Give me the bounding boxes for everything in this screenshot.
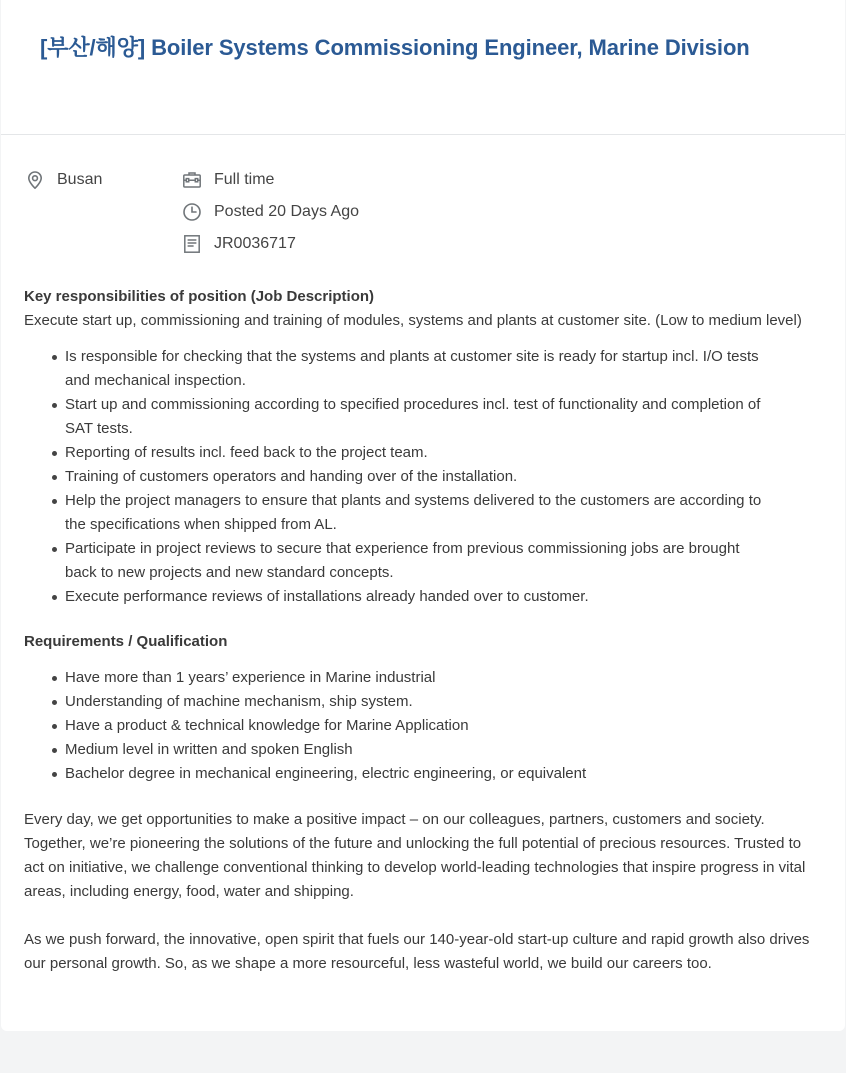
list-item: Bachelor degree in mechanical engineering, electric engineering, or equivalent [65,762,765,786]
job-posted-text: Posted 20 Days Ago [214,203,359,220]
list-item: Have more than 1 years’ experience in Marine industrial [65,666,765,690]
responsibilities-heading: Key responsibilities of position (Job Description) [24,288,375,305]
list-item: Training of customers operators and handing over of the installation. [65,465,765,489]
requirements-list [24,666,765,786]
responsibilities-list [24,345,765,609]
list-item: Medium level in written and spoken English [65,738,765,762]
list-item: Start up and commissioning according to specified procedures incl. test of functionality and completion of SAT tests. [65,393,765,441]
job-header [1,0,845,135]
job-description [24,285,824,976]
job-employment-type-text: Full time [214,171,275,188]
list-item: Understanding of machine mechanism, ship system. [65,690,765,714]
job-posting-card [1,0,845,1031]
clock-icon [182,202,202,222]
list-item: Execute performance reviews of installations already handed over to customer. [65,585,765,609]
list-item: Reporting of results incl. feed back to the project team. [65,441,765,465]
briefcase-icon [182,170,202,190]
job-meta [1,164,845,264]
job-employment-type [182,164,274,196]
list-item: Is responsible for checking that the systems and plants at customer site is ready for startup incl. I/O tests and mechanical inspection. [65,345,765,393]
company-paragraph: As we push forward, the innovative, open spirit that fuels our 140-year-old start-up culture and rapid growth also drives our personal growth. So, as we shape a more resourceful, less wasteful world, we build our careers too. [24,931,810,972]
list-item: Participate in project reviews to secure that experience from previous commissioning jobs are brought back to new projects and new standard concepts. [65,537,765,585]
requirements-heading: Requirements / Qualification [24,633,228,650]
list-item: Help the project managers to ensure that plants and systems delivered to the customers are according to the specifications when shipped from AL. [65,489,765,537]
location-pin-icon [25,170,45,190]
job-location-text: Busan [57,171,103,188]
responsibilities-intro: Execute start up, commissioning and training of modules, systems and plants at customer site. (Low to medium level) [24,312,802,329]
company-paragraph: Every day, we get opportunities to make a positive impact – on our colleagues, partners, customers and society. Together, we’re pioneering the solutions of the future and unlocking the full potential of precious resources. Trusted to act on initiative, we challenge conventional thinking to develop world-leading technologies that inspire progress in vital areas, including energy, food, water and shipping. [24,811,806,900]
document-icon [182,234,202,254]
job-id-text: JR0036717 [214,235,296,252]
job-id [182,228,296,260]
job-posted [182,196,359,228]
job-title: [부산/해양] Boiler Systems Commissioning Engineer, Marine Division [40,35,750,60]
list-item: Have a product & technical knowledge for Marine Application [65,714,765,738]
job-location [25,164,102,196]
